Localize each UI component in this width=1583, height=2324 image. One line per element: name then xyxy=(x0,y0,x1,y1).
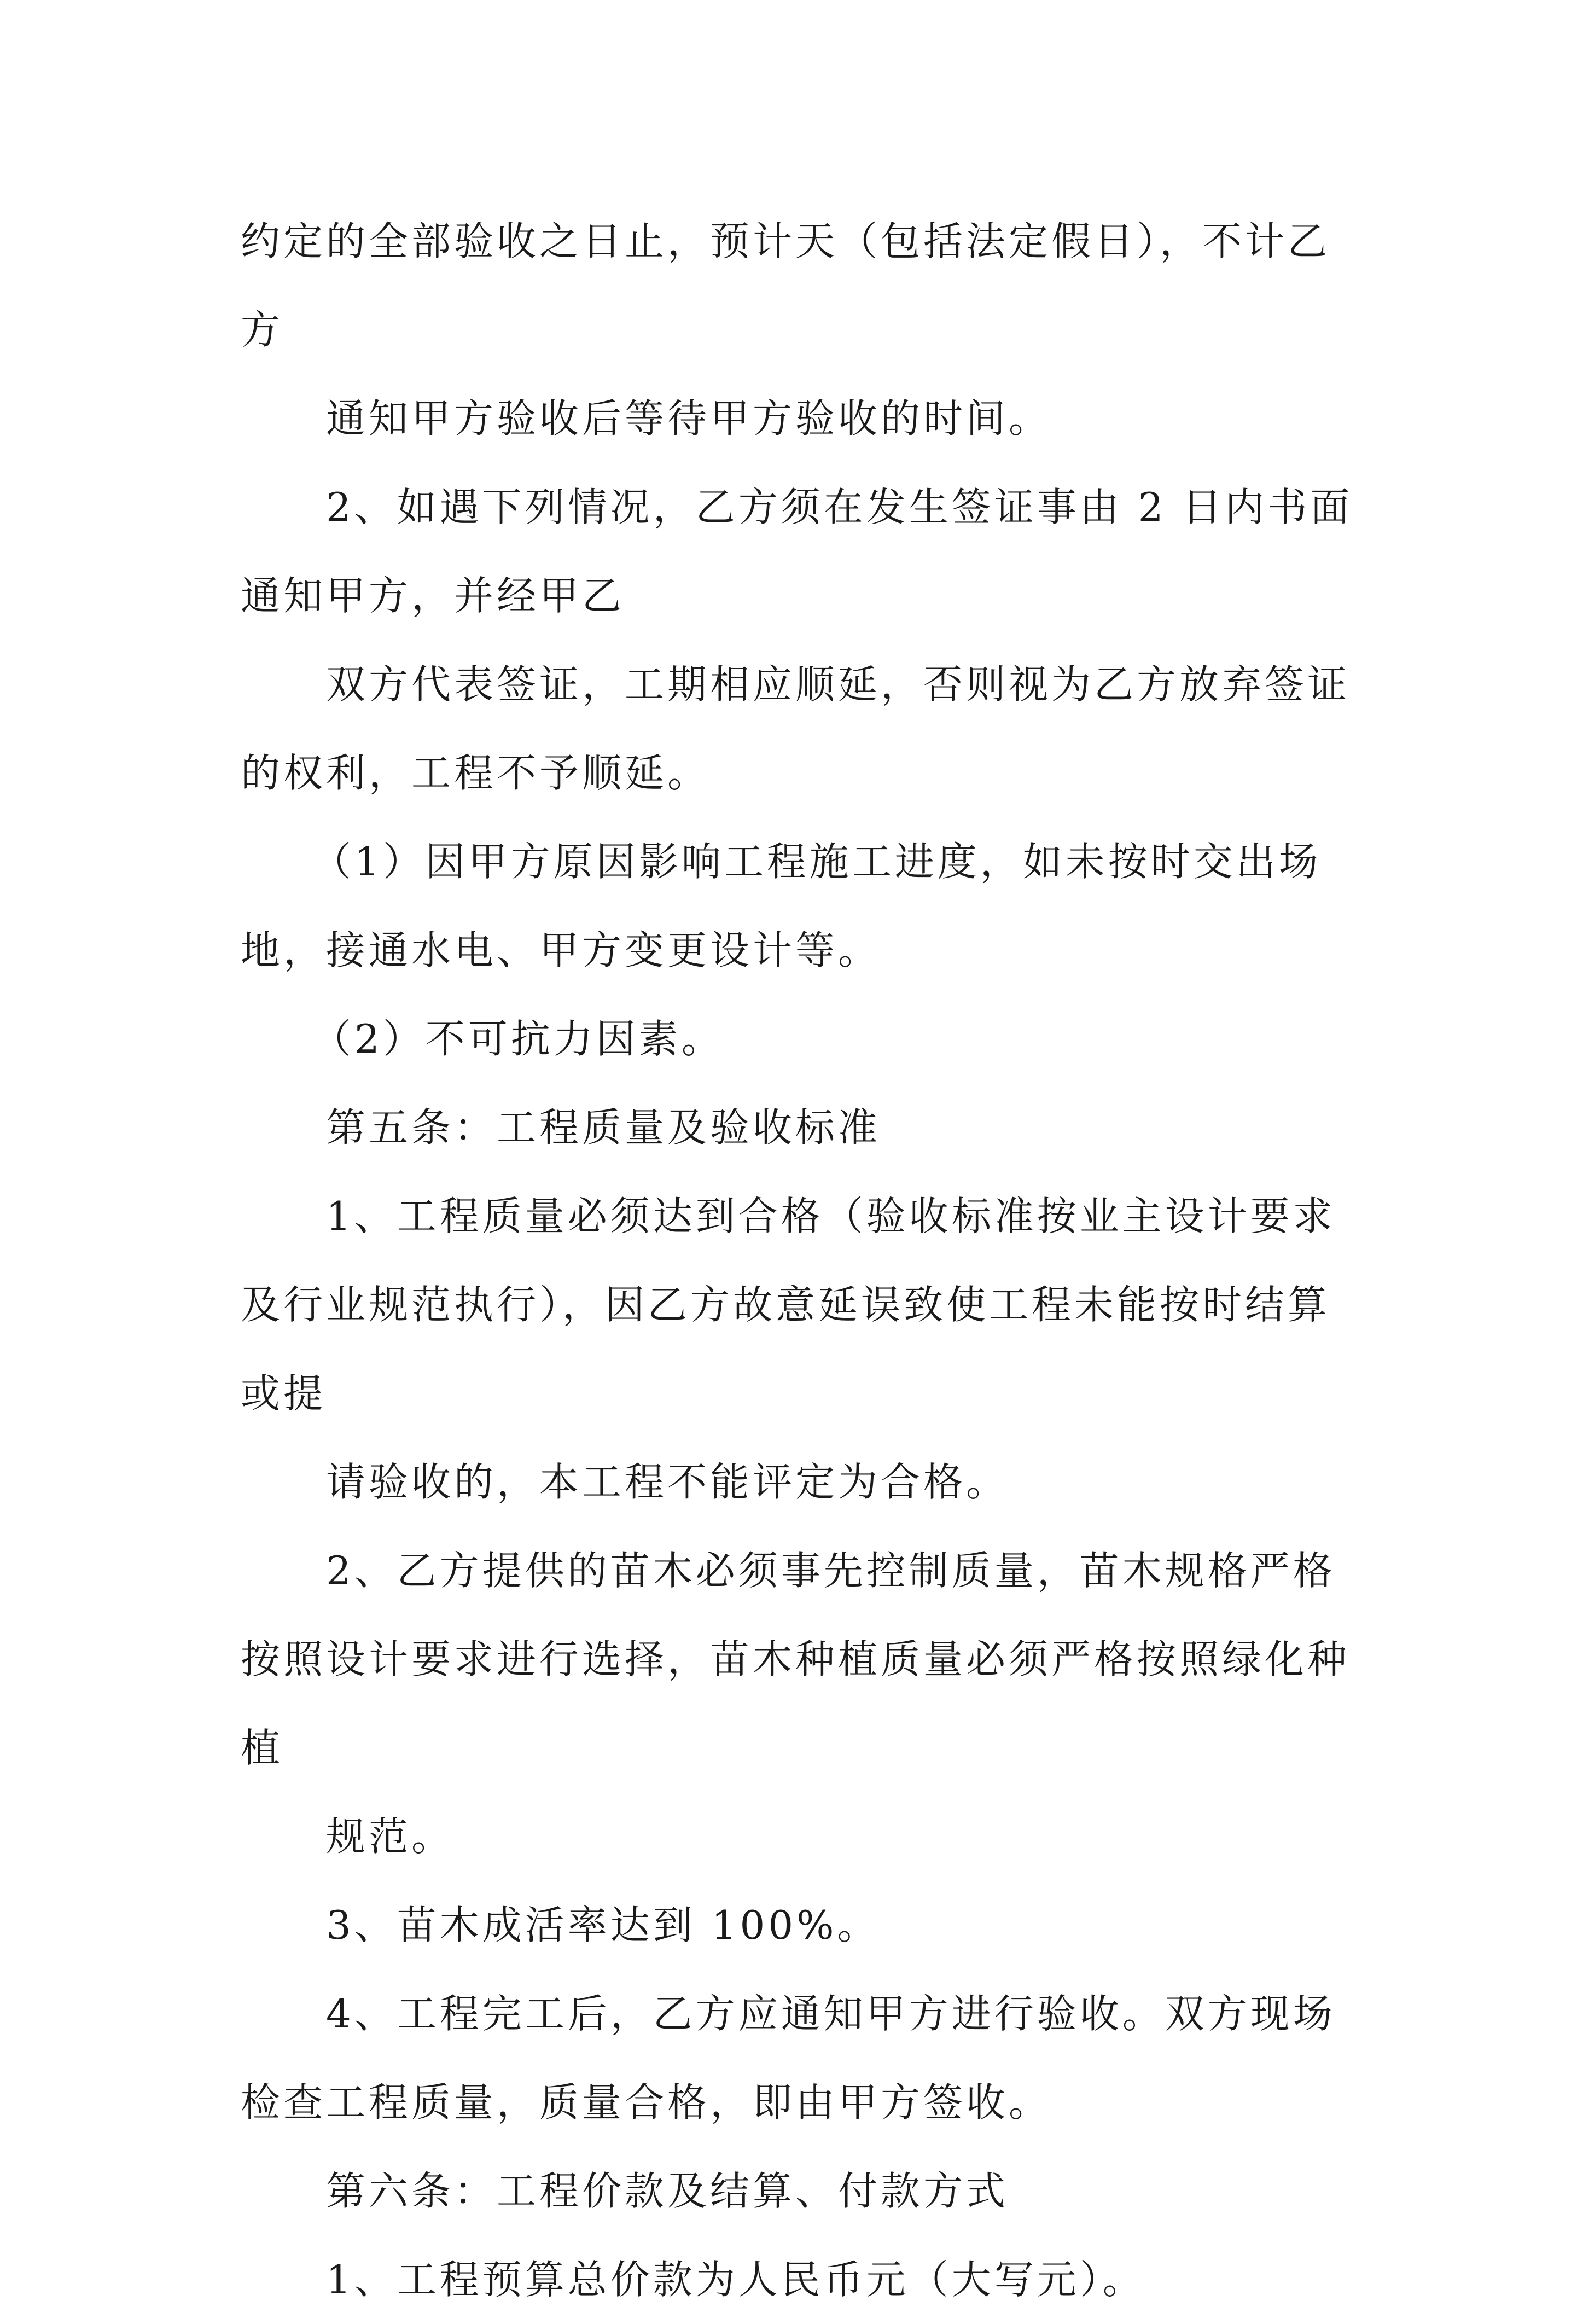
text-line: 规范。 xyxy=(326,1814,455,1860)
text-line: 方 xyxy=(241,307,284,353)
document-body xyxy=(241,197,1357,2324)
section-heading xyxy=(241,2147,1357,2235)
paragraph xyxy=(241,1526,1357,1792)
paragraph xyxy=(241,1969,1357,2147)
text-line: 按照设计要求进行选择，苗木种植质量必须严格按照绿化种 xyxy=(241,1636,1351,1682)
text-line: 通知甲方，并经甲乙 xyxy=(241,573,625,619)
text-line: 3、苗木成活率达到 100%。 xyxy=(326,1902,880,1948)
text-line: 及行业规范执行），因乙方故意延误致使工程未能按时结算 xyxy=(241,1282,1331,1328)
text-line: 约定的全部验收之日止，预计天（包括法定假日），不计乙 xyxy=(241,218,1331,264)
text-line: （2）不可抗力因素。 xyxy=(312,1016,724,1062)
paragraph xyxy=(241,1172,1357,1438)
text-line: （1）因甲方原因影响工程施工进度，如未按时交出场 xyxy=(312,839,1322,885)
text-line: 或提 xyxy=(241,1370,327,1416)
text-line: 双方代表签证，工期相应顺延，否则视为乙方放弃签证 xyxy=(326,661,1351,707)
text-line: 第六条：工程价款及结算、付款方式 xyxy=(326,2168,1009,2214)
text-line: 4、工程完工后，乙方应通知甲方进行验收。双方现场 xyxy=(326,1991,1336,2037)
paragraph xyxy=(241,197,1357,374)
paragraph xyxy=(241,2235,1357,2324)
text-line: 请验收的，本工程不能评定为合格。 xyxy=(326,1459,1009,1505)
paragraph xyxy=(241,1792,1357,1881)
paragraph xyxy=(241,1438,1357,1526)
paragraph xyxy=(241,817,1357,995)
text-line: 地，接通水电、甲方变更设计等。 xyxy=(241,927,881,973)
text-line: 1、工程预算总价款为人民币元（大写元）。 xyxy=(326,2257,1145,2303)
text-line: 植 xyxy=(241,1725,284,1771)
text-line: 1、工程质量必须达到合格（验收标准按业主设计要求 xyxy=(326,1193,1336,1239)
text-line: 第五条：工程质量及验收标准 xyxy=(326,1105,881,1151)
paragraph xyxy=(241,995,1357,1083)
paragraph xyxy=(241,640,1357,817)
paragraph xyxy=(241,1881,1357,1969)
text-line: 的权利，工程不予顺延。 xyxy=(241,750,711,796)
text-line: 检查工程质量，质量合格，即由甲方签收。 xyxy=(241,2079,1052,2125)
text-line: 2、如遇下列情况，乙方须在发生签证事由 2 日内书面 xyxy=(326,484,1353,530)
text-line: 2、乙方提供的苗木必须事先控制质量，苗木规格严格 xyxy=(326,1548,1336,1594)
section-heading xyxy=(241,1083,1357,1172)
paragraph xyxy=(241,463,1357,640)
paragraph xyxy=(241,374,1357,463)
text-line: 通知甲方验收后等待甲方验收的时间。 xyxy=(326,396,1052,441)
